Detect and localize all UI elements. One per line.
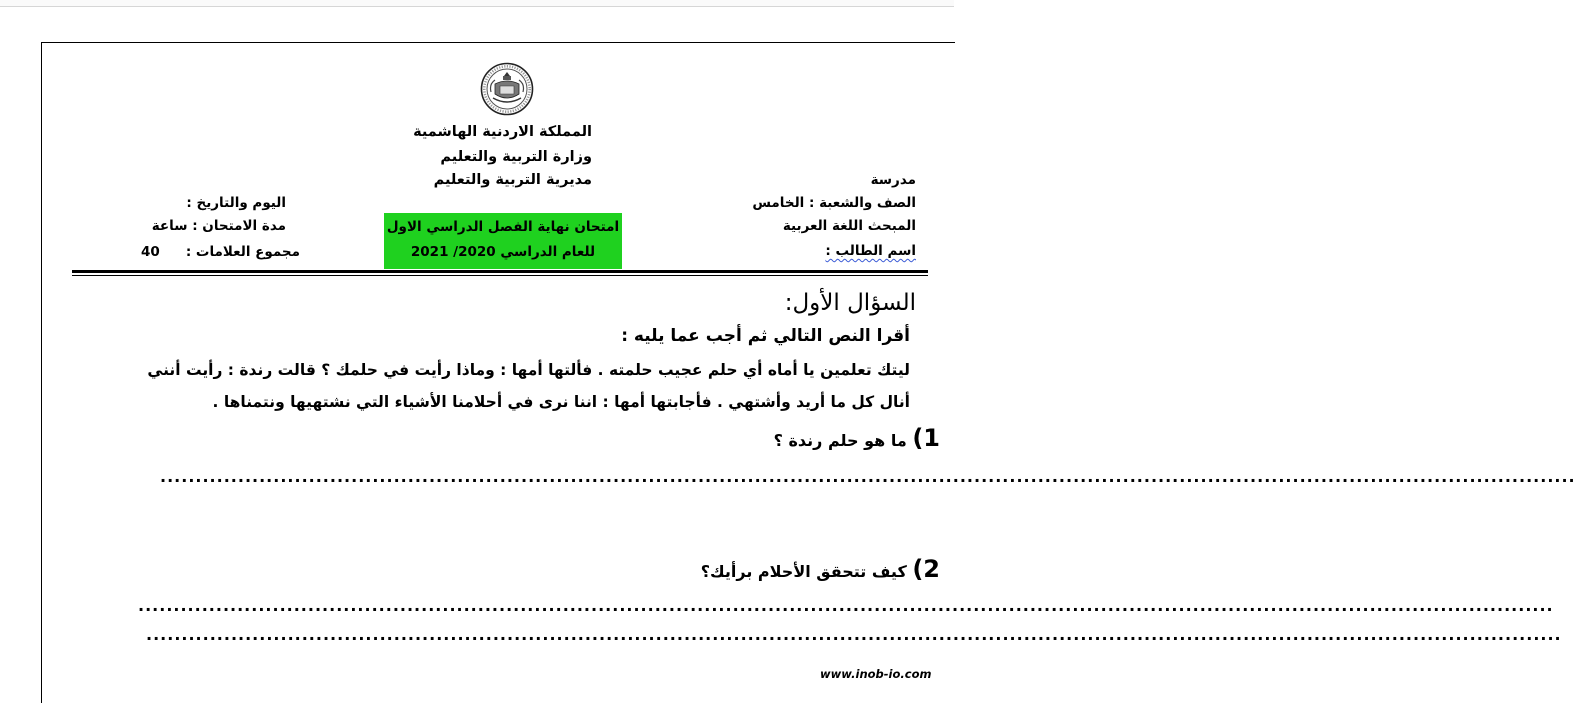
country-name: المملكة الاردنية الهاشمية <box>413 124 592 140</box>
site-watermark: www.inob-io.com <box>820 667 932 681</box>
question-1-title: السؤال الأول: <box>784 290 916 316</box>
kingdom-emblem-icon <box>480 62 534 116</box>
answer-line-1[interactable]: ........................................................................................................................................................................................................ <box>160 467 1576 486</box>
question-item-1-text: ما هو حلم رندة ؟ <box>773 431 907 450</box>
academic-year: للعام الدراسي 2020/ 2021 <box>410 244 596 260</box>
directorate-name: مديرية التربية والتعليم <box>433 172 592 188</box>
question-item-2 <box>701 555 940 583</box>
exam-duration-label: مدة الامتحان : ساعة <box>151 218 286 234</box>
student-name-field: اسم الطالب : <box>825 243 916 259</box>
exam-title-box <box>384 213 622 269</box>
subject-label: المبحث اللغة العربية <box>782 218 916 234</box>
day-date-label: اليوم والتاريخ : <box>186 195 286 211</box>
question-instruction: أقرا النص التالي ثم أجب عما يليه : <box>621 326 910 346</box>
question-item-1-number: 1) <box>912 424 940 452</box>
top-edge <box>0 0 954 7</box>
header-rule <box>72 270 928 273</box>
question-item-2-text: كيف تتحقق الأحلام برأيك؟ <box>700 562 907 581</box>
question-item-1 <box>774 424 940 452</box>
question-item-2-number: 2) <box>912 555 940 583</box>
total-marks-label: مجموع العلامات : <box>185 244 300 260</box>
passage-line-1: ليتك تعلمين يا أماه أي حلم عجيب حلمته . فألتها أمها : وماذا رأيت في حلمك ؟ قالت رندة : رأيت أنني <box>147 361 910 379</box>
answer-line-2[interactable]: ........................................................................................................................................................................................................ <box>138 596 1554 615</box>
total-marks-value: 40 <box>141 244 160 260</box>
passage-line-2: أنال كل ما أريد وأشتهي . فأجابتها أمها : اننا نرى في أحلامنا الأشياء التي نشتهيها ونتمناها . <box>212 393 910 411</box>
answer-line-3[interactable]: ........................................................................................................................................................................................................ <box>146 625 1562 644</box>
header-rule-thin <box>72 275 928 276</box>
ministry-name: وزارة التربية والتعليم <box>440 149 592 165</box>
exam-title: امتحان نهاية الفصل الدراسي الاول <box>386 219 620 235</box>
school-label: مدرسة <box>870 172 916 188</box>
grade-label: الصف والشعبة : الخامس <box>752 195 916 211</box>
